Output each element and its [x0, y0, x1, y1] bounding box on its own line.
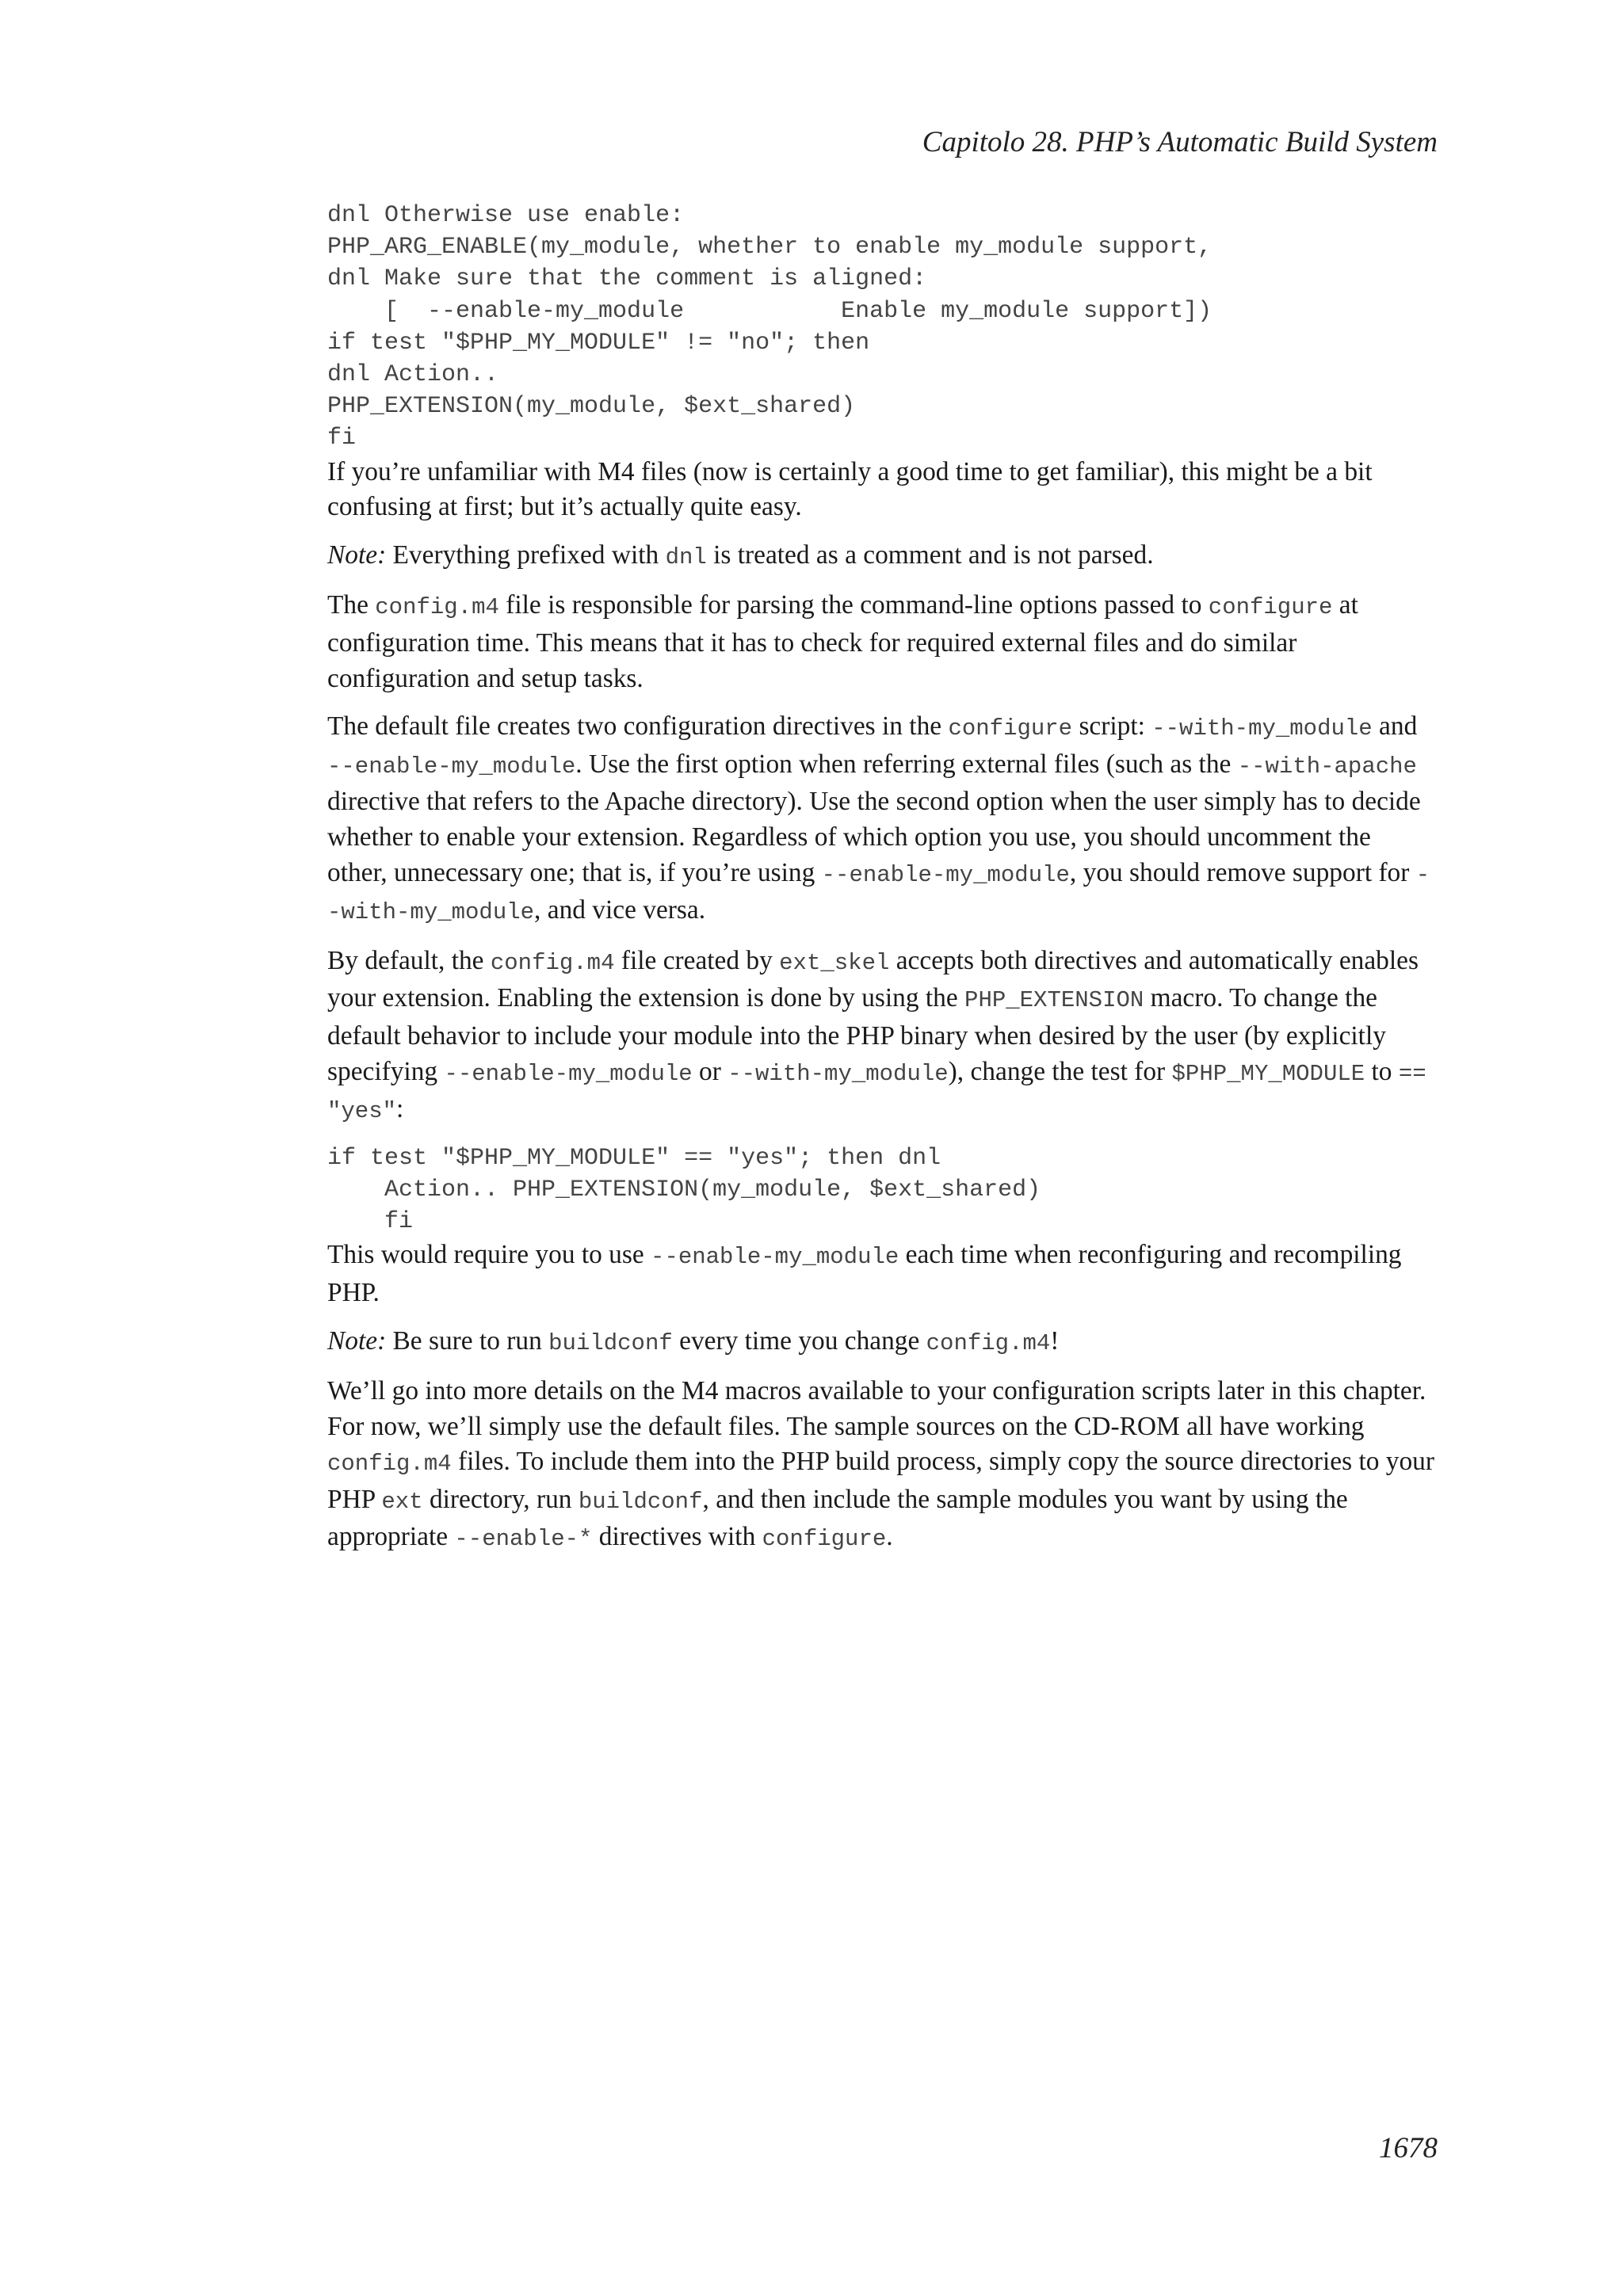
- page-body: [327, 200, 1437, 1570]
- inline-code: $PHP_MY_MODULE: [1171, 1060, 1365, 1087]
- note-label: Note:: [327, 540, 387, 570]
- inline-code: config.m4: [926, 1329, 1051, 1356]
- inline-code: configure: [1208, 594, 1333, 621]
- inline-code: --with-my_module: [1151, 715, 1373, 742]
- inline-code: ext: [381, 1488, 423, 1515]
- note-run-buildconf: Note: Be sure to run buildconf every time you change config.m4!: [327, 1325, 1060, 1356]
- paragraph-require-enable: This would require you to use --enable-my_module each time when reconfiguring and recompiling PHP.: [327, 1240, 1402, 1307]
- inline-code: buildconf: [548, 1329, 673, 1356]
- code-line: dnl Make sure that the comment is aligned:: [327, 265, 927, 293]
- inline-code: --enable-my_module: [444, 1060, 693, 1087]
- paragraph-config-m4-role: The config.m4 file is responsible for parsing the command-line options passed to configure at configuration time. This means that it has to check for required external files and do similar configuration and setup tasks.: [327, 590, 1358, 693]
- inline-code: config.m4: [375, 594, 499, 621]
- code-line: dnl Action..: [327, 361, 499, 389]
- code-line: PHP_ARG_ENABLE(my_module, whether to enable my_module support,: [327, 234, 1212, 261]
- inline-code: config.m4: [327, 1451, 452, 1478]
- inline-code: dnl: [665, 543, 707, 570]
- inline-code: configure: [762, 1526, 887, 1553]
- code-line: fi: [327, 425, 357, 452]
- inline-code: --enable-my_module: [327, 753, 576, 780]
- paragraph-configuration-directives: The default file creates two configuration directives in the configure script: --with-my_module and --enable-my_module. Use the first option when referring external files (such as the --with-apache directive that refers to the Apache directory). Use the second option when the user simply has to decide whether to enable your extension. Regardless of which option you use, you should uncomment the other, unnecessary one; that is, if you’re using --enable-my_module, you should remove support for --with-my_module, and vice versa.: [327, 711, 1430, 926]
- inline-code: PHP_EXTENSION: [964, 987, 1144, 1014]
- inline-code: --enable-my_module: [651, 1244, 899, 1271]
- inline-code: == "yes": [327, 1060, 1426, 1125]
- inline-code: --enable-*: [454, 1526, 593, 1553]
- code-line: PHP_EXTENSION(my_module, $ext_shared): [327, 393, 856, 421]
- paragraph-m4-macros-later: We’ll go into more details on the M4 macros available to your configuration scripts later in this chapter. For now, we’ll simply use the default files. The sample sources on the CD-ROM all have working config.m4 files. To include them into the PHP build process, simply copy the source directories to your PHP ext directory, run buildconf, and then include the sample modules you want by using the appropriate --enable-* directives with configure.: [327, 1376, 1434, 1553]
- inline-code: --enable-my_module: [821, 861, 1070, 888]
- running-header: Capitolo 28. PHP’s Automatic Build System: [922, 126, 1438, 158]
- note-dnl-comment: Note: Everything prefixed with dnl is treated as a comment and is not parsed.: [327, 540, 1154, 570]
- inline-code: buildconf: [578, 1488, 703, 1515]
- code-block-test-yes: [327, 1142, 1437, 1238]
- code-line: dnl Otherwise use enable:: [327, 202, 685, 229]
- code-line: Action.. PHP_EXTENSION(my_module, $ext_shared): [327, 1176, 1041, 1203]
- page-number: 1678: [1379, 2132, 1438, 2164]
- paragraph-m4-intro: If you’re unfamiliar with M4 files (now is certainly a good time to get familiar), this might be a bit confusing at first; but it’s actually quite easy.: [327, 456, 1373, 522]
- inline-code: --with-apache: [1237, 753, 1417, 780]
- code-line: fi: [327, 1208, 414, 1236]
- note-label: Note:: [327, 1325, 387, 1356]
- paragraph-default-behavior: By default, the config.m4 file created by ext_skel accepts both directives and automatically enables your extension. Enabling the extension is done by using the PHP_EXTENSION macro. To change the default behavior to include your module into the PHP binary when desired by the user (by explicitly specifying --enable-my_module or --with-my_module), change the test for $PHP_MY_MODULE to == "yes":: [327, 945, 1426, 1125]
- inline-code: config.m4: [490, 949, 615, 976]
- code-block-config-m4: [327, 200, 1437, 455]
- code-line: if test "$PHP_MY_MODULE" != "no"; then: [327, 329, 870, 357]
- inline-code: configure: [948, 715, 1073, 742]
- inline-code: ext_skel: [779, 949, 890, 976]
- inline-code: --with-my_module: [727, 1060, 949, 1087]
- code-line: [ --enable-my_module Enable my_module support]): [327, 297, 1212, 325]
- code-line: if test "$PHP_MY_MODULE" == "yes"; then dnl: [327, 1144, 941, 1172]
- inline-code: --with-my_module: [327, 861, 1430, 926]
